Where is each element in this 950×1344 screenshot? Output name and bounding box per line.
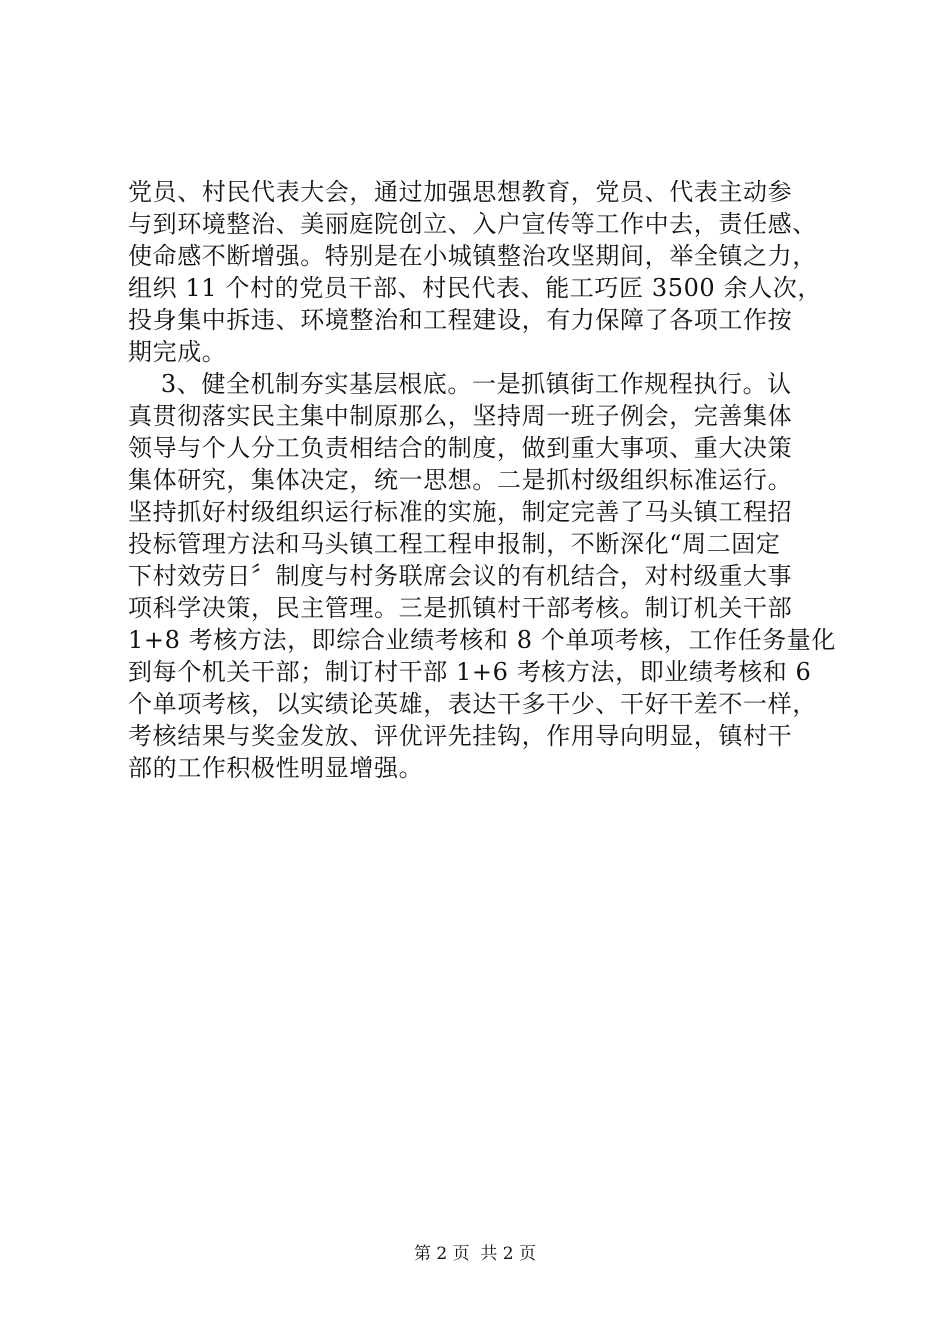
document-body (128, 176, 838, 784)
text-line: 部的工作积极性明显增强。 (128, 754, 424, 782)
text-line: 坚持抓好村级组织运行标准的实施，制定完善了马头镇工程招 (128, 498, 793, 526)
text-line: 领导与个人分工负责相结合的制度，做到重大事项、重大决策 (128, 434, 793, 462)
page-footer (0, 1243, 950, 1265)
page-number: 第 2 页 共 2 页 (413, 1244, 537, 1264)
text-line: 投标管理方法和马头镇工程工程申报制，不断深化“周二固定 (128, 530, 781, 558)
text-line: 到每个机关干部；制订村干部 1+6 考核方法，即业绩考核和 6 (128, 658, 812, 686)
text-line: 个单项考核，以实绩论英雄，表达干多干少、干好干差不一样， (128, 690, 817, 718)
text-line: 集体研究，集体决定，统一思想。二是抓村级组织标准运行。 (128, 466, 793, 494)
text-line: 真贯彻落实民主集中制原那么，坚持周一班子例会，完善集体 (128, 402, 793, 430)
text-line: 与到环境整治、美丽庭院创立、入户宣传等工作中去，责任感、 (128, 210, 817, 238)
text-line: 3、健全机制夯实基层根底。一是抓镇街工作规程执行。认 (128, 370, 792, 398)
text-line: 下村效劳日〞制度与村务联席会议的有机结合，对村级重大事 (128, 562, 793, 590)
text-line: 1+8 考核方法，即综合业绩考核和 8 个单项考核，工作任务量化 (128, 626, 837, 654)
text-line: 考核结果与奖金发放、评优评先挂钩，作用导向明显，镇村干 (128, 722, 793, 750)
text-line: 使命感不断增强。特别是在小城镇整治攻坚期间，举全镇之力， (128, 242, 817, 270)
text-line: 组织 11 个村的党员干部、村民代表、能工巧匠 3500 余人次， (128, 274, 822, 302)
text-line: 投身集中拆违、环境整治和工程建设，有力保障了各项工作按 (128, 306, 793, 334)
text-line: 党员、村民代表大会，通过加强思想教育，党员、代表主动参 (128, 178, 793, 206)
text-line: 期完成。 (128, 338, 227, 366)
text-line: 项科学决策，民主管理。三是抓镇村干部考核。制订机关干部 (128, 594, 793, 622)
